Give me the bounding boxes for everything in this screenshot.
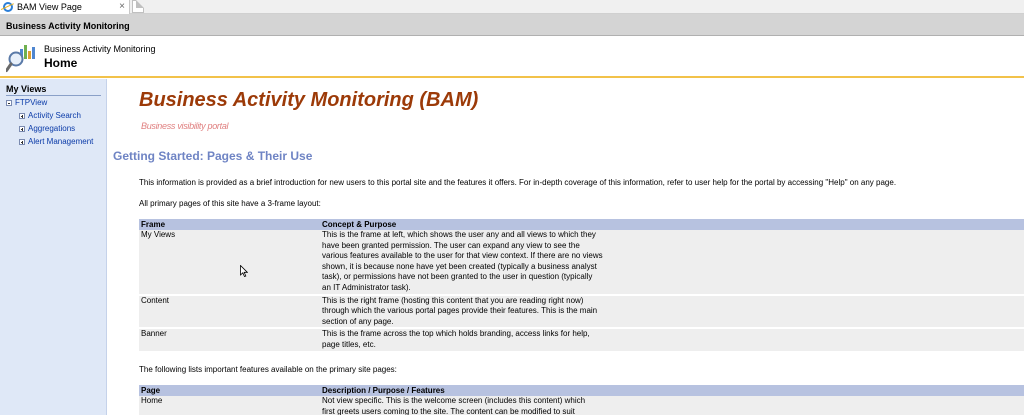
- description-line: Not view specific. This is the welcome screen (includes this content) which: [322, 396, 586, 405]
- content-frame: [108, 79, 1024, 415]
- description-line: This is the right frame (hosting this content that you are reading right now): [322, 295, 584, 305]
- layout-note: All primary pages of this site have a 3-frame layout:: [139, 199, 321, 208]
- frame-name-cell: My Views: [139, 230, 320, 294]
- table-row: [139, 396, 1024, 415]
- expand-icon[interactable]: [19, 126, 25, 132]
- column-header: [620, 219, 1024, 230]
- description-line: task), or permissions have not been granted to the user in question (typically: [322, 272, 593, 282]
- table-row: [139, 296, 1024, 328]
- browser-tab-title: BAM View Page: [17, 2, 82, 12]
- description-line: This is the frame across the top which holds branding, access links for help,: [322, 329, 590, 339]
- tree-item-label[interactable]: Aggregations: [28, 124, 76, 133]
- features-note: The following lists important features available on the primary site pages:: [139, 365, 397, 374]
- section-heading: Getting Started: Pages & Their Use: [113, 149, 313, 163]
- tree-item-alert-management[interactable]: [19, 137, 93, 146]
- intro-paragraph: This information is provided as a brief introduction for new users to this portal site and the features it offers. For in-depth coverage of this information, refer to user help for the portal by accessing "Help" on any page.: [139, 178, 897, 187]
- internet-explorer-icon: [3, 2, 13, 12]
- description-line: first greets users coming to the site. The content can be modified to suit: [322, 406, 575, 415]
- my-views-frame: [0, 79, 107, 415]
- table-filler-cell: [620, 396, 1024, 415]
- page-description-cell: [320, 396, 620, 415]
- table-row: [139, 329, 1024, 350]
- browser-tab[interactable]: [0, 0, 130, 14]
- collapse-icon[interactable]: [6, 100, 12, 106]
- description-line: section of any page.: [322, 316, 394, 326]
- my-views-heading: My Views: [6, 84, 101, 96]
- expand-icon[interactable]: [19, 113, 25, 119]
- tree-item-ftpview[interactable]: [6, 98, 47, 107]
- mouse-cursor-icon: [240, 265, 248, 277]
- tree-item-label[interactable]: Alert Management: [28, 137, 94, 146]
- column-header: Page: [139, 385, 320, 396]
- site-subtitle: Business visibility portal: [141, 121, 229, 131]
- frame-name-cell: Banner: [139, 329, 320, 350]
- table-filler-cell: [620, 329, 1024, 350]
- browser-tab-strip: [0, 0, 1024, 14]
- description-line: page titles, etc.: [322, 339, 376, 349]
- frame-description-cell: [320, 329, 620, 350]
- frame-description-cell: [320, 230, 620, 294]
- tree-item-label[interactable]: Activity Search: [28, 111, 81, 120]
- frame-name-cell: Content: [139, 296, 320, 328]
- close-tab-icon[interactable]: ×: [119, 1, 125, 12]
- bam-logo-icon: [6, 43, 38, 73]
- page-title: Home: [44, 56, 78, 70]
- table-row: [139, 230, 1024, 294]
- new-tab-button[interactable]: [132, 0, 144, 13]
- description-line: shown, it is because none have yet been created (typically a business analyst: [322, 261, 597, 271]
- column-header: [620, 385, 1024, 396]
- frame-description-cell: [320, 296, 620, 328]
- banner-app-name: Business Activity Monitoring: [44, 44, 156, 54]
- tree-item-activity-search[interactable]: [19, 111, 81, 120]
- portal-title-bar: Business Activity Monitoring: [0, 14, 1024, 36]
- page-name-cell: Home: [139, 396, 320, 415]
- tree-item-aggregations[interactable]: [19, 124, 75, 133]
- column-header: Description / Purpose / Features: [320, 385, 620, 396]
- description-line: have been granted permission. The user can expand any view to see the: [322, 240, 580, 250]
- table-filler-cell: [620, 230, 1024, 294]
- site-title: Business Activity Monitoring (BAM): [139, 89, 479, 111]
- banner-frame: [0, 37, 1024, 78]
- description-line: This is the frame at left, which shows the user any and all views to which they: [322, 230, 596, 239]
- expand-icon[interactable]: [19, 139, 25, 145]
- pages-table: [139, 385, 1024, 415]
- table-header-row: [139, 385, 1024, 396]
- column-header: Frame: [139, 219, 320, 230]
- column-header: Concept & Purpose: [320, 219, 620, 230]
- table-filler-cell: [620, 296, 1024, 328]
- description-line: through which the various portal pages provide their features. This is the main: [322, 306, 598, 316]
- frames-table: [139, 219, 1024, 351]
- description-line: an IT Administrator task).: [322, 282, 411, 292]
- table-header-row: [139, 219, 1024, 230]
- tree-item-label[interactable]: FTPView: [15, 98, 48, 107]
- description-line: various features available to the user for that view context. If there are no views: [322, 251, 603, 261]
